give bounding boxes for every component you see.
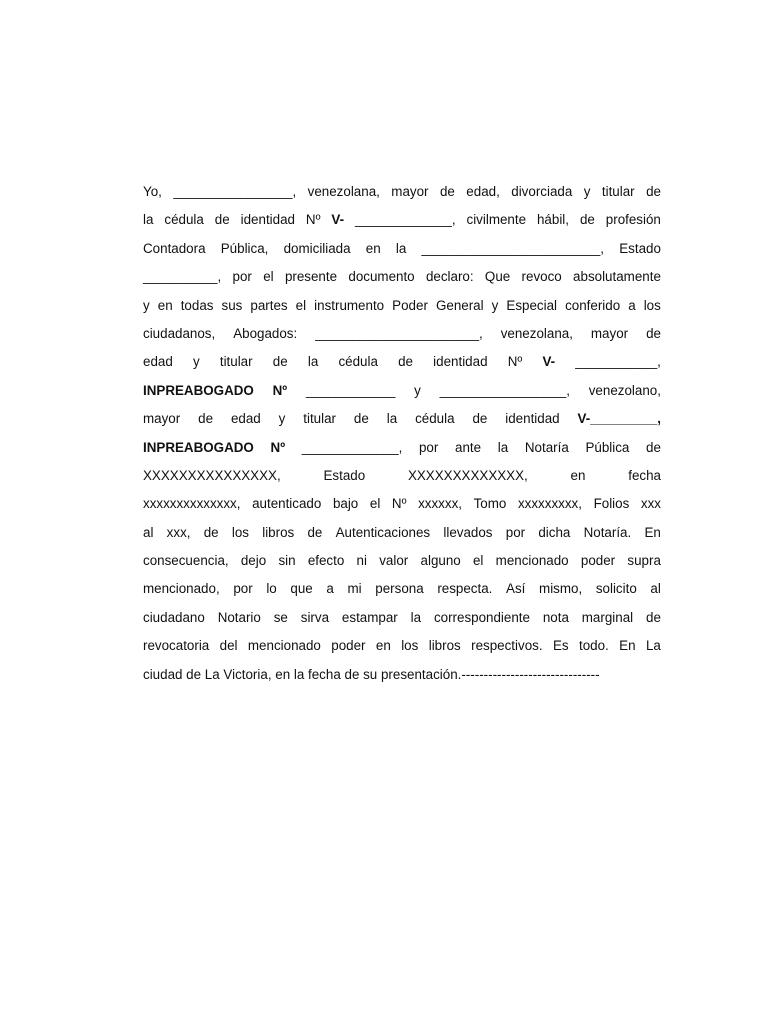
word: titular (303, 411, 336, 427)
word: la (497, 439, 509, 455)
word: mencionado (495, 553, 569, 569)
word: Que (484, 269, 511, 285)
word: Es (552, 638, 569, 654)
word: instrumento (314, 297, 385, 313)
word: titular (219, 354, 253, 370)
paragraph-line (143, 434, 661, 462)
word: XXXXXXXXXXXXX, (407, 467, 528, 483)
word: revoco (521, 269, 562, 285)
word: edad (143, 354, 173, 370)
word: edad, (466, 184, 500, 199)
word: al (143, 524, 154, 540)
word: se (273, 609, 288, 625)
word: civilmente (466, 212, 527, 228)
word: Notaría (524, 439, 569, 455)
word: Yo, (143, 184, 162, 199)
word: de (646, 184, 661, 199)
word: venezolano, (588, 382, 661, 398)
word: venezolana, (500, 325, 573, 341)
word: V- (331, 212, 345, 228)
word: de (646, 439, 661, 455)
word: y (143, 297, 150, 313)
word: En (619, 638, 636, 654)
word: poder (580, 553, 616, 569)
word: Estado (619, 240, 661, 256)
word: domiciliada (283, 240, 351, 256)
paragraph-line (143, 462, 661, 490)
paragraph-line (143, 377, 661, 405)
word: de (214, 212, 230, 228)
word: dejo (240, 553, 267, 569)
word: mismo, (539, 581, 583, 597)
word: Tomo (473, 496, 507, 512)
word: de (272, 354, 288, 370)
word: a (628, 297, 636, 313)
word: todas (180, 297, 214, 313)
word: respecta. (437, 581, 493, 597)
paragraph-line (143, 235, 661, 263)
word: xxxxxxxxx, (517, 496, 582, 512)
word: xxx, (166, 524, 191, 540)
word: fecha (628, 467, 661, 483)
word: consecuencia, (143, 553, 229, 569)
word: Nº (270, 439, 286, 455)
word: solicito (595, 581, 637, 597)
word: por (232, 269, 252, 285)
word: cédula (415, 411, 455, 427)
word: identidad (505, 411, 560, 427)
paragraph-line (143, 661, 661, 689)
word: correspondiente (433, 609, 530, 625)
paragraph-line (143, 292, 661, 320)
word: y (278, 411, 286, 427)
paragraph-line (143, 405, 661, 433)
paragraph-line (143, 519, 661, 547)
word: en (375, 638, 391, 654)
word: los (643, 297, 661, 313)
word: el (472, 553, 484, 569)
word: declaro: (425, 269, 474, 285)
word: Nº (507, 354, 523, 370)
word: de (646, 325, 661, 341)
word: cédula (164, 212, 204, 228)
word: identidad (240, 212, 295, 228)
word: de (353, 411, 369, 427)
paragraph-line (143, 575, 661, 603)
word: y (491, 297, 499, 313)
word: que (290, 581, 313, 597)
document-body (143, 178, 661, 689)
word: ciudadanos, (143, 325, 216, 341)
word: ________________, (173, 184, 297, 199)
word: mayor (590, 325, 629, 341)
word: Así (506, 581, 526, 597)
word: Estado (323, 467, 366, 483)
word: ante (455, 439, 482, 455)
word: lo (266, 581, 277, 597)
word: a (326, 581, 334, 597)
paragraph-line (143, 490, 661, 518)
word: ___________, (575, 354, 661, 370)
word: sin (278, 553, 296, 569)
word: al (650, 581, 661, 597)
word: _____________, (301, 439, 403, 455)
word: la (307, 354, 319, 370)
word: autenticado (252, 496, 322, 512)
word: xxxxxx, (418, 496, 462, 512)
word: el (295, 297, 307, 313)
word: en (570, 467, 586, 483)
paragraph-line (143, 320, 661, 348)
word: los (401, 638, 419, 654)
word: ____________ (305, 382, 396, 398)
word: edad (230, 411, 261, 427)
word: estampar (341, 609, 398, 625)
word: la (143, 212, 154, 228)
paragraph-line (143, 604, 661, 632)
word: revocatoria (143, 638, 210, 654)
word: nota (542, 609, 569, 625)
word: ciudad de La Victoria, en la fecha de su presentación.------------------------------- (143, 666, 600, 682)
word: titular (601, 184, 635, 199)
word: la (410, 609, 422, 625)
word: conferido (565, 297, 621, 313)
word: xxxxxxxxxxxxxx, (143, 496, 241, 512)
word: ________________________, (421, 240, 605, 256)
word: _________________, (439, 382, 570, 398)
paragraph-line (143, 632, 661, 660)
word: Contadora (143, 240, 206, 256)
word: el (263, 269, 274, 285)
word: ciudadano (143, 609, 205, 625)
word: persona (375, 581, 424, 597)
word: V- (542, 354, 556, 370)
word: documento (348, 269, 415, 285)
word: ni (356, 553, 367, 569)
word: dicha (538, 524, 571, 540)
word: en (365, 240, 381, 256)
word: del (219, 638, 238, 654)
word: Nº (391, 496, 407, 512)
word: Nº (272, 382, 288, 398)
word: La (645, 638, 661, 654)
word: respectivos. (471, 638, 543, 654)
word: Notaría. (583, 524, 632, 540)
word: llevados (443, 524, 493, 540)
word: de (307, 524, 323, 540)
word: cédula (338, 354, 378, 370)
word: Poder (392, 297, 428, 313)
word: En (644, 524, 661, 540)
word: de (439, 184, 455, 199)
paragraph-line (143, 348, 661, 376)
word: supra (627, 553, 661, 569)
word: la (386, 411, 398, 427)
paragraph-line (143, 178, 661, 206)
paragraph-line (143, 206, 661, 234)
word: xxx (640, 496, 661, 512)
word: Pública, (220, 240, 269, 256)
word: bajo (332, 496, 359, 512)
word: por (418, 439, 439, 455)
word: mi (347, 581, 362, 597)
paragraph-line (143, 547, 661, 575)
word: mencionado, (143, 581, 220, 597)
word: de (472, 411, 488, 427)
word: INPREABOGADO (143, 439, 254, 455)
word: Folios (593, 496, 630, 512)
word: Autenticaciones (335, 524, 431, 540)
word: alguno (420, 553, 461, 569)
word: valor (379, 553, 409, 569)
word: __________, (143, 269, 222, 285)
word: profesión (605, 212, 661, 228)
paragraph-line (143, 263, 661, 291)
word: INPREABOGADO (143, 382, 254, 398)
word: divorciada (511, 184, 573, 199)
word: Pública (585, 439, 630, 455)
word: partes (250, 297, 288, 313)
word: y (414, 382, 421, 398)
word: marginal (581, 609, 634, 625)
word: _____________, (355, 212, 456, 228)
word: XXXXXXXXXXXXXXX, (143, 467, 281, 483)
word: mayor (143, 411, 181, 427)
word: la (395, 240, 407, 256)
word: poder (331, 638, 366, 654)
word: y (192, 354, 200, 370)
word: absolutamente (573, 269, 661, 285)
word: mencionado (247, 638, 321, 654)
word: General (435, 297, 484, 313)
word: de (646, 609, 661, 625)
word: el (369, 496, 381, 512)
word: todo. (578, 638, 609, 654)
word: Nº (305, 212, 321, 228)
word: identidad (433, 354, 488, 370)
word: hábil, (536, 212, 569, 228)
word: mayor (391, 184, 429, 199)
word: efecto (307, 553, 345, 569)
word: de (203, 524, 219, 540)
word: Notario (217, 609, 261, 625)
word: Abogados: (233, 325, 298, 341)
word: sirva (300, 609, 330, 625)
word: venezolana, (307, 184, 380, 199)
word: de (398, 354, 413, 370)
word: de (579, 212, 595, 228)
word: presente (284, 269, 338, 285)
word: Especial (506, 297, 558, 313)
word: sus (221, 297, 243, 313)
word: y (583, 184, 591, 199)
word: en (157, 297, 173, 313)
word: ______________________, (315, 325, 483, 341)
word: por (233, 581, 253, 597)
word: por (505, 524, 526, 540)
word: libros (428, 638, 461, 654)
word: de (198, 411, 214, 427)
word: los (231, 524, 249, 540)
word: libros (262, 524, 295, 540)
word: V-_________, (577, 411, 661, 427)
